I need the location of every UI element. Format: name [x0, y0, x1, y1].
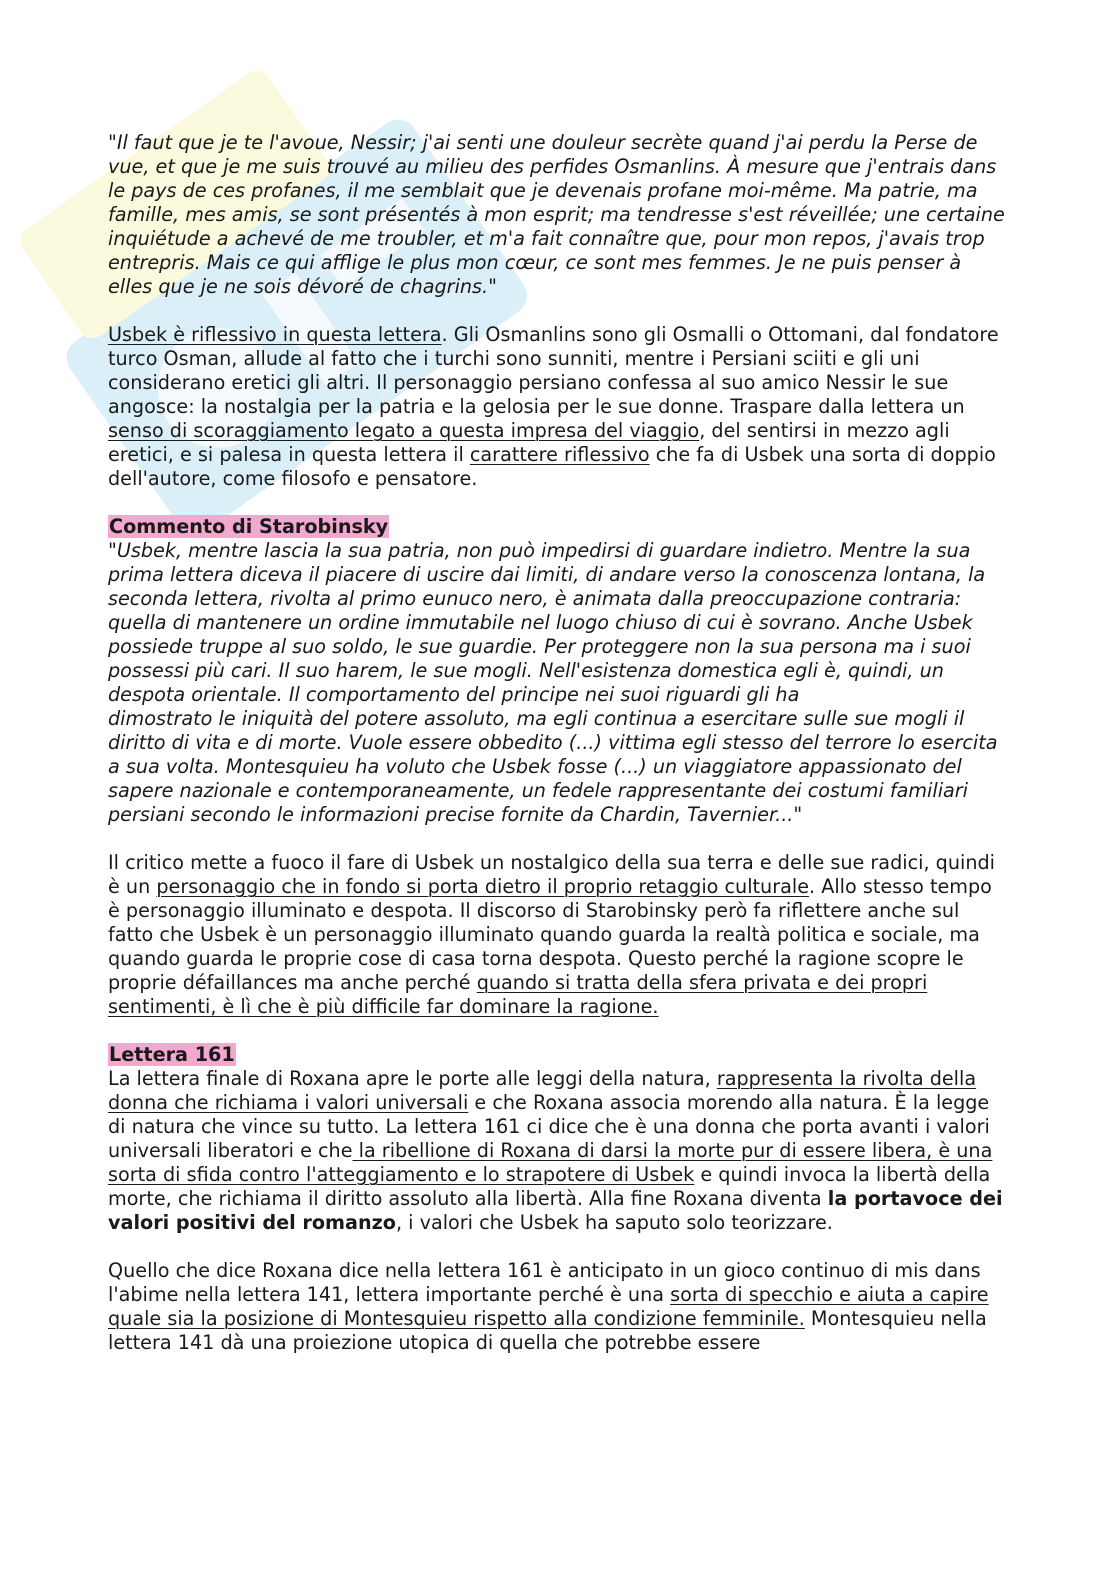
text-span: Il critico mette a fuoco il fare di Usbek un nostalgico della sua terra e delle sue radici, quindi è un — [108, 851, 995, 898]
french-quote: "Il faut que je te l'avoue, Nessir; j'ai senti une douleur secrète quand j'ai perdu la Perse de vue, et que je me suis trouvé au milieu des perfides Osmanlins. À mesure que j'entrais dans le pays de ces profanes, il me semblait que je devenais profane moi-même. Ma patrie, ma famille, mes amis, se sont présentés à mon esprit; ma tendresse s'est réveillée; une certaine inquiétude a achevé de me troubler, et m'a fait connaître que, pour mon repos, j'avais trop entrepris. Mais ce qui afflige le plus mon cœur, ce sont mes femmes. Je ne puis penser à elles que je ne sois dévoré de chagrins." — [108, 131, 1005, 298]
underlined-phrase: rappresenta la rivolta della donna che richiama i valori universali — [108, 1067, 977, 1114]
text-span: , i valori che Usbek ha saputo solo teorizzare. — [395, 1211, 833, 1234]
text-span: Montesquieu nella lettera 141 dà una proiezione utopica di quella che potrebbe essere — [108, 1307, 987, 1354]
paragraph-usbek-reflective — [108, 323, 1008, 491]
text-span: . Gli Osmanlins sono gli Osmalli o Ottomani, dal fondatore turco Osman, allude al fatto che i turchi sono sunniti, mentre i Persiani sciiti e gli uni considerano eretici gli altri. Il personaggio persiano confessa al suo amico Nessir le sue angosce: la nostalgia per la patria e la gelosia per le sue donne. Traspare dalla lettera un — [108, 323, 999, 418]
document-page — [108, 131, 1008, 1355]
highlighted-heading-text: Commento di Starobinsky — [109, 515, 389, 538]
underlined-phrase: Usbek è riflessivo in questa lettera — [108, 323, 442, 346]
highlighted-heading-text: Lettera 161 — [109, 1043, 235, 1066]
section-heading-lettera-161 — [108, 1043, 1008, 1067]
underlined-phrase: senso di scoraggiamento legato a questa impresa del viaggio — [108, 419, 700, 442]
starobinsky-quote-part1: "Usbek, mentre lascia la sua patria, non può impedirsi di guardare indietro. Mentre la sua prima lettera diceva il piacere di uscire dai limiti, di andare verso la conoscenza lontana, la seconda lettera, rivolta al primo eunuco nero, è animata dalla preoccupazione contraria: quella di mantenere un ordine immutabile nel luogo chiuso di cui è sovrano. Anche Usbek possiede truppe al suo soldo, le sue guardie. Per proteggere non la sua persona ma i suoi possessi più cari. Il suo harem, le sue mogli. Nell'esistenza domestica egli è, quindi, un despota orientale. Il comportamento del principe nei suoi riguardi gli ha — [108, 539, 986, 706]
text-span: e quindi invoca la libertà della morte, che richiama il diritto assoluto alla libertà. Alla fine Roxana diventa — [108, 1163, 991, 1210]
paragraph-lettera-141 — [108, 1259, 1008, 1355]
text-span: La lettera finale di Roxana apre le porte alle leggi della natura, — [108, 1067, 717, 1090]
spacer — [108, 1019, 1008, 1043]
text-span: che fa di Usbek una sorta di doppio dell'autore, come filosofo e pensatore. — [108, 443, 996, 490]
spacer — [108, 491, 1008, 515]
underlined-phrase: personaggio che in fondo si porta dietro il proprio retaggio culturale — [156, 875, 809, 898]
spacer — [108, 1235, 1008, 1259]
text-span: Quello che dice Roxana dice nella lettera 161 è anticipato in un gioco continuo di mis dans l'abime nella lettera 141, lettera importante perché è una — [108, 1259, 981, 1306]
spacer — [108, 299, 1008, 323]
text-span: , del sentirsi in mezzo agli eretici, e si palesa in questa lettera il — [108, 419, 950, 466]
paragraph-roxana — [108, 1067, 1008, 1235]
bold-phrase: la portavoce dei valori positivi del romanzo — [108, 1187, 1003, 1234]
underlined-phrase: sorta di specchio e aiuta a capire quale sia la posizione di Montesquieu rispetto alla condizione femminile. — [108, 1283, 989, 1330]
text-span: e che Roxana associa morendo alla natura. È la legge di natura che vince su tutto. La lettera 161 ci dice che è una donna che porta avanti i valori universali liberatori e che — [108, 1091, 990, 1162]
section-heading-starobinsky — [108, 515, 1008, 539]
underlined-phrase: quando si tratta della sfera privata e dei propri sentimenti, è lì che è più difficile far dominare la ragione. — [108, 971, 928, 1018]
starobinsky-quote-part2: dimostrato le iniquità del potere assoluto, ma egli continua a esercitare sulle sue mogli il diritto di vita e di morte. Vuole essere obbedito (...) vittima egli stesso del terrore lo esercita a sua volta. Montesquieu ha voluto che Usbek fosse (...) un viaggiatore appassionato del sapere nazionale e contemporaneamente, un fedele rappresentante dei costumi familiari persiani secondo le informazioni precise fornite da Chardin, Tavernier..." — [108, 707, 998, 826]
underlined-phrase: la ribellione di Roxana di darsi la morte pur di essere libera, è una sorta di sfida contro l'atteggiamento e lo strapotere di Usbek — [108, 1139, 993, 1186]
paragraph-critic — [108, 851, 1008, 1019]
spacer — [108, 827, 1008, 851]
text-span: . Allo stesso tempo è personaggio illuminato e despota. Il discorso di Starobinsky però fa riflettere anche sul fatto che Usbek è un personaggio illuminato quando guarda la realtà politica e sociale, ma quando guarda le proprie cose di casa torna despota. Questo perché la ragione scopre le proprie défaillances ma anche perché — [108, 875, 992, 994]
underlined-phrase: carattere riflessivo — [469, 443, 650, 466]
